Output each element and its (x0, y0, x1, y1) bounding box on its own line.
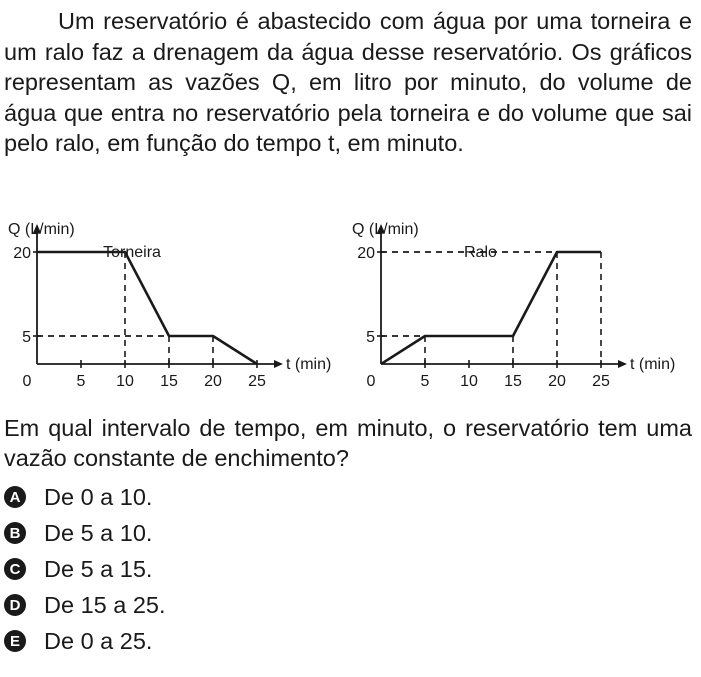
chart-title: Ralo (463, 244, 497, 261)
option-b[interactable] (4, 518, 152, 548)
y-axis-label: Q (L/min) (352, 221, 419, 238)
x-tick-label: 0 (366, 373, 376, 390)
x-tick-label: 5 (76, 373, 86, 390)
chart-title: Torneira (103, 244, 161, 261)
option-c-badge: C (4, 558, 26, 580)
x-tick-label: 15 (160, 373, 178, 390)
question-text: Um reservatório é abastecido com água por uma torneira e um ralo faz a drenagem da água desse reservatório. Os gráficos representam as vazões Q, em litro por minuto, do volume de água que entra no reservatório pela torneira e do volume que sai pelo ralo, em função do tempo t, em minuto. (4, 8, 692, 156)
option-b-text: De 5 a 10. (44, 519, 153, 546)
series-line (381, 252, 601, 364)
option-d-text: De 15 a 25. (44, 591, 166, 618)
y-tick-label: 5 (22, 329, 31, 346)
option-b-badge: B (4, 522, 26, 544)
option-a-text: De 0 a 10. (44, 483, 153, 510)
option-a[interactable] (4, 482, 152, 512)
option-d[interactable] (4, 590, 166, 620)
chart-svg (344, 212, 690, 402)
option-c[interactable] (4, 554, 152, 584)
option-c-text: De 5 a 15. (44, 555, 153, 582)
x-tick-label: 0 (22, 373, 32, 390)
x-axis-arrow-icon (618, 360, 627, 368)
y-tick-label: 5 (366, 329, 375, 346)
x-tick-label: 20 (204, 373, 222, 390)
y-axis-label: Q (L/min) (8, 221, 75, 238)
x-tick-label: 15 (504, 373, 522, 390)
option-e-text: De 0 a 25. (44, 627, 153, 654)
option-d-badge: D (4, 594, 26, 616)
x-tick-label: 10 (116, 373, 134, 390)
series-line (37, 252, 257, 364)
ralo-chart (344, 212, 690, 402)
x-tick-label: 5 (420, 373, 430, 390)
question-paragraph (4, 6, 692, 159)
question-prompt: Em qual intervalo de tempo, em minuto, o reservatório tem uma vazão constante de enchimento? (4, 415, 692, 471)
y-tick-label: 20 (13, 245, 31, 262)
x-tick-label: 25 (592, 373, 610, 390)
x-axis-label: t (min) (630, 356, 676, 373)
chart-svg (0, 212, 346, 402)
option-e[interactable] (4, 626, 152, 656)
torneira-chart (0, 212, 346, 402)
x-axis-arrow-icon (274, 360, 283, 368)
option-e-badge: E (4, 630, 26, 652)
x-tick-label: 20 (548, 373, 566, 390)
option-a-badge: A (4, 486, 26, 508)
x-axis-label: t (min) (286, 356, 332, 373)
y-tick-label: 20 (357, 245, 375, 262)
x-tick-label: 10 (460, 373, 478, 390)
x-tick-label: 25 (248, 373, 266, 390)
